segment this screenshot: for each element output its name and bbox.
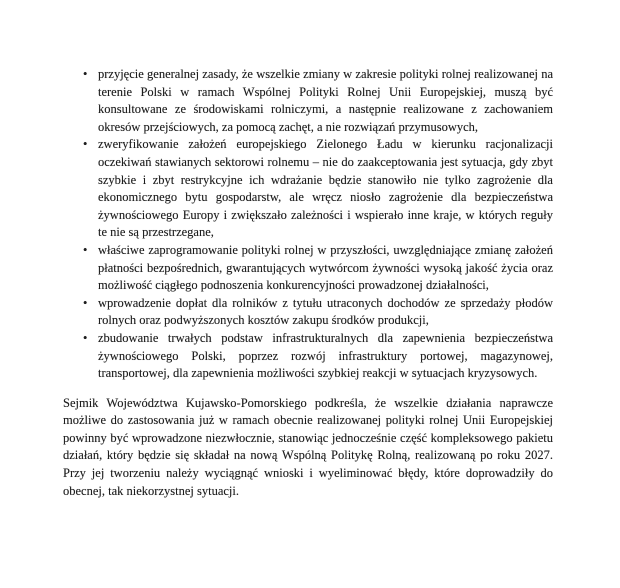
bullet-text: zbudowanie trwałych podstaw infrastrukturalnych dla zapewnienia bezpieczeństwa żywnościowego Polski, poprzez rozwój infrastruktury portowej, magazynowej, transportowej, dla zapewnienia możliwości szybkiej reakcji w sytuacjach kryzysowych. (98, 330, 553, 381)
bullet-text: zweryfikowanie założeń europejskiego Zielonego Ładu w kierunku racjonalizacji oczekiwań stawianych sektorowi rolnemu – nie do zaakceptowania jest sytuacja, gdy zbyt szybkie i zbyt restrykcyjne ich wdrażanie będzie stanowiło nie tylko zagrożenie dla ekonomicznego bytu gospodarstw, ale wręcz niosło zagrożenie dla bezpieczeństwa żywnościowego Europy i zwiększało zależności i wspierało inne kraje, w których reguły te nie są przestrzegane, (98, 137, 553, 240)
bullet-text: właściwe zaprogramowanie polityki rolnej w przyszłości, uwzględniające zmianę założeń płatności bezpośrednich, gwarantujących wytwórcom żywności wysoką jakość życia oraz możliwość ciągłego podnoszenia konkurencyjności prowadzonej działalności, (98, 242, 553, 293)
bullet-item (83, 295, 553, 330)
bullet-marker-icon: • (83, 242, 88, 257)
bullet-list (0, 66, 620, 383)
bullet-marker-icon: • (83, 137, 88, 152)
bullet-text: przyjęcie generalnej zasady, że wszelkie zmiany w zakresie polityki rolnej realizowanej na terenie Polski w ramach Wspólnej Polityki Rolnej Unii Europejskiej, muszą być konsultowane ze środowiskami rolniczymi, a następnie realizowane z zachowaniem okresów przejściowych, za pomocą zachęt, a nie rozwiązań przymusowych, (98, 67, 553, 134)
bullet-item (83, 136, 553, 242)
bullet-marker-icon: • (83, 330, 88, 345)
bullet-item (83, 330, 553, 383)
bullet-item (83, 66, 553, 136)
bullet-item (83, 242, 553, 295)
bullet-marker-icon: • (83, 67, 88, 81)
bullet-text: wprowadzenie dopłat dla rolników z tytułu utraconych dochodów ze sprzedaży płodów rolnych oraz podwyższonych kosztów zakupu środków produkcji, (98, 295, 553, 328)
closing-paragraph: Sejmik Województwa Kujawsko-Pomorskiego podkreśla, że wszelkie działania naprawcze możliwe do zastosowania już w ramach obecnie realizowanej polityki rolnej Unii Europejskiej powinny być wprowadzone niezwłocznie, stanowiąc jednocześnie część kompleksowego pakietu działań, który będzie się składał na nową Wspólną Politykę Rolną, realizowaną po roku 2027. Przy jej tworzeniu należy wyciągnąć wnioski i wyeliminować błędy, które doprowadziły do obecnej, tak niekorzystnej sytuacji. (63, 395, 553, 498)
bullet-marker-icon: • (83, 295, 88, 310)
